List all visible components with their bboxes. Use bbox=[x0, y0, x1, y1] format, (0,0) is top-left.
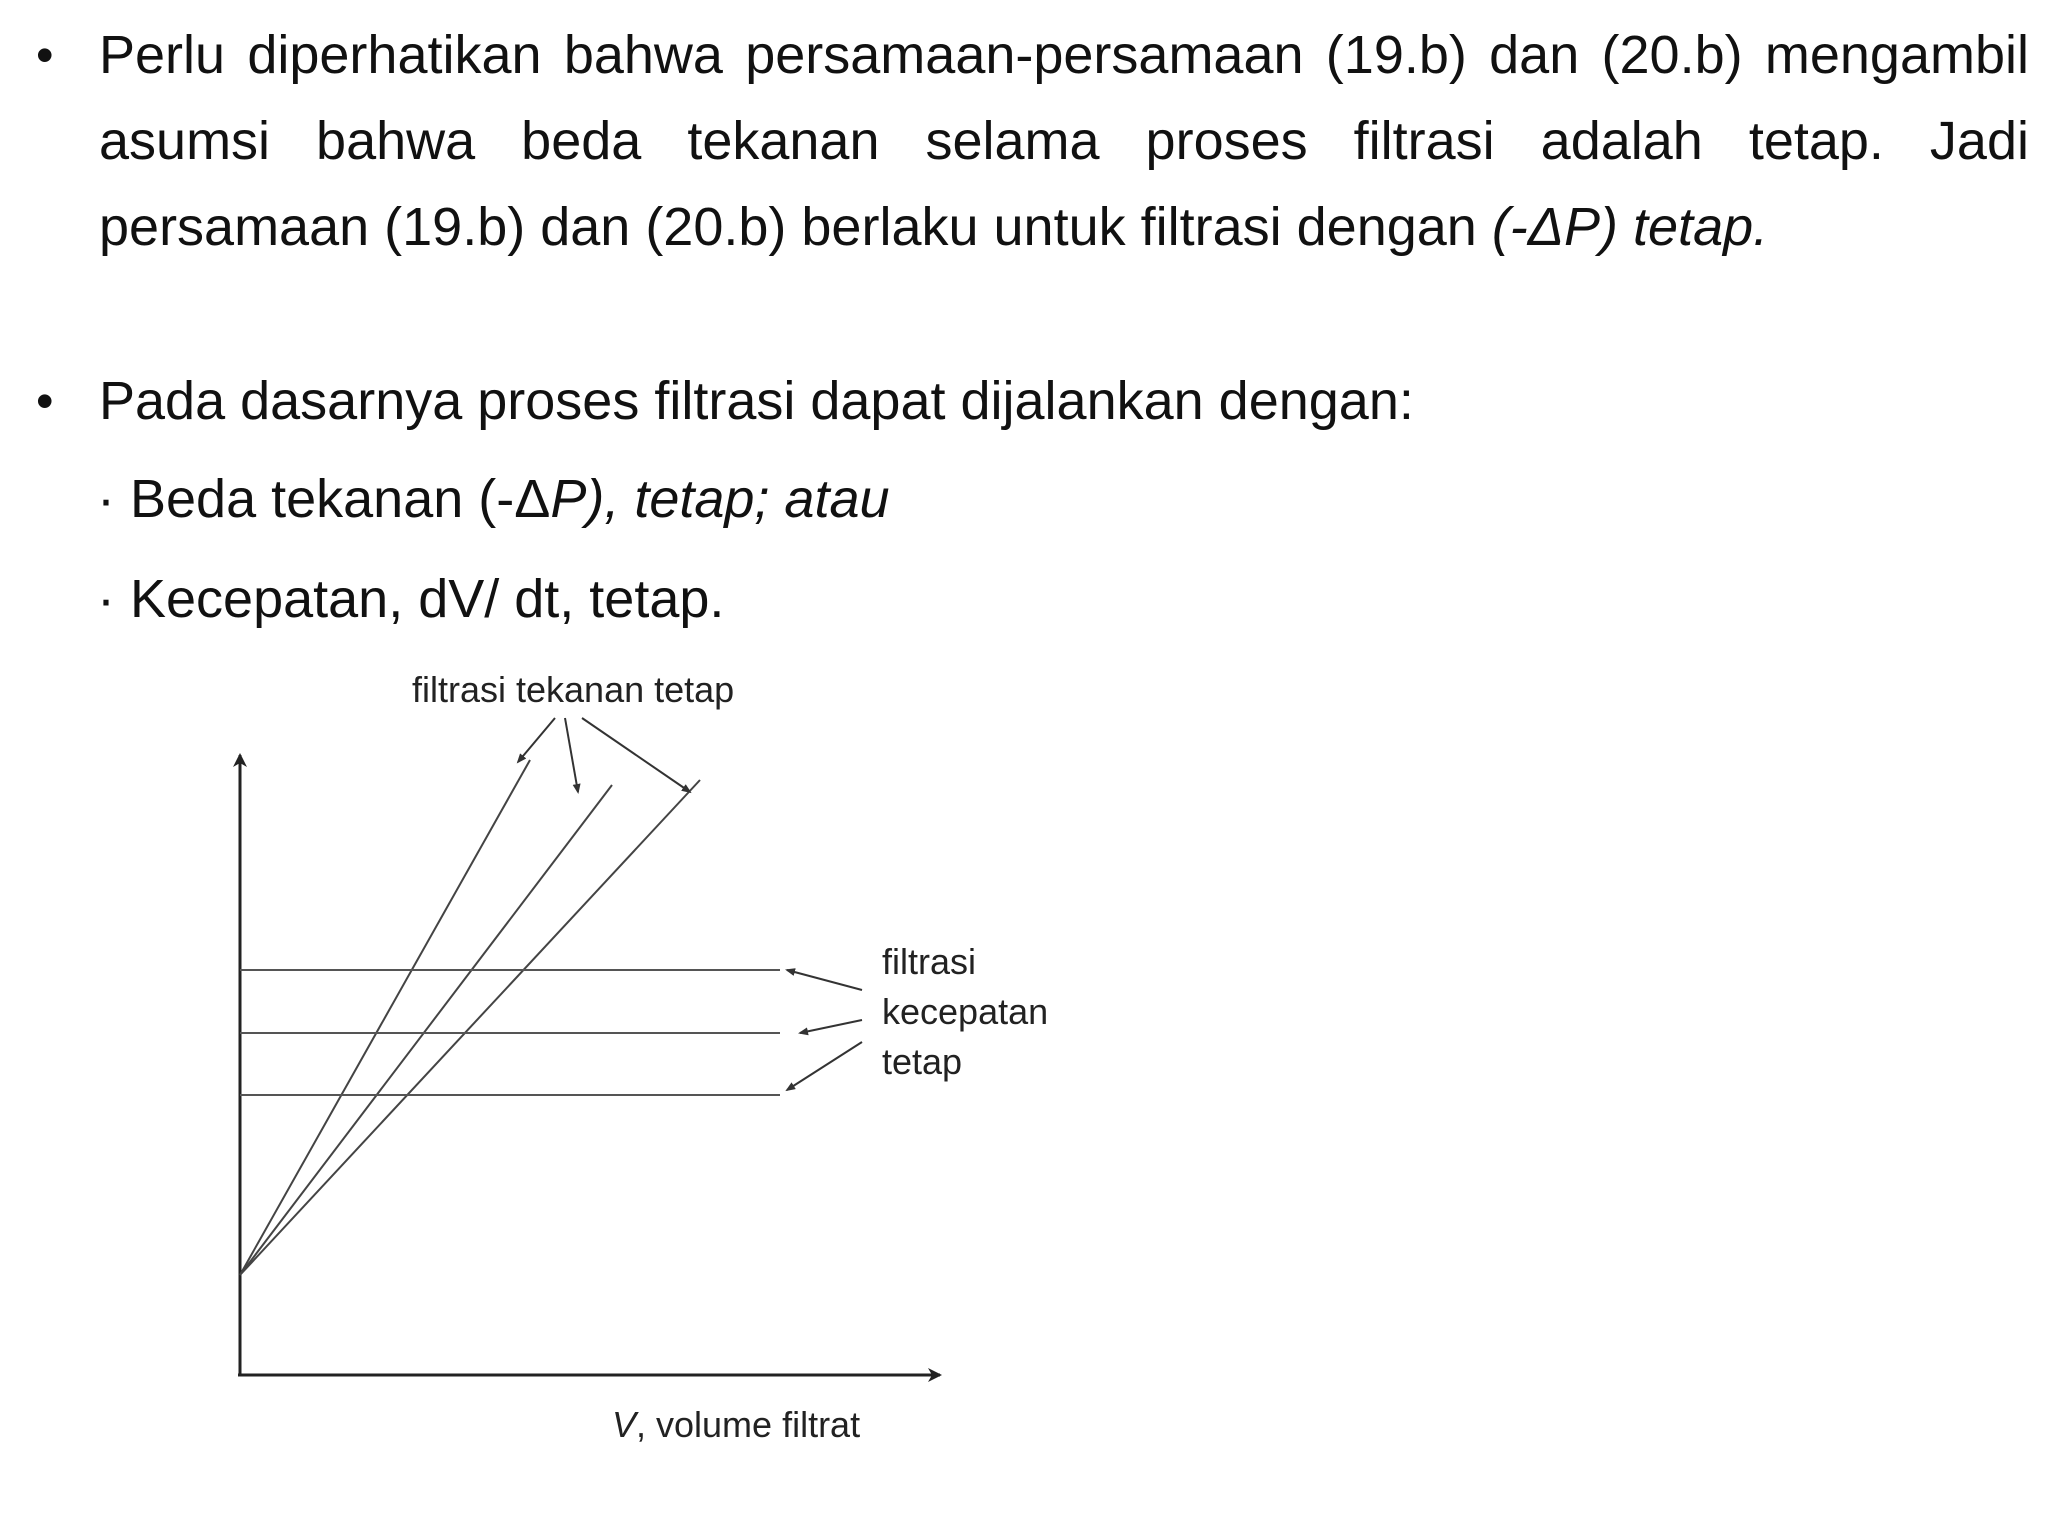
bullet-1-italic-tail: (-ΔP) tetap. bbox=[1491, 197, 1769, 257]
label-constant-pressure: filtrasi tekanan tetap bbox=[412, 669, 735, 710]
pressure-arrow-3 bbox=[582, 718, 690, 792]
constant-pressure-line-3 bbox=[240, 780, 700, 1275]
rate-arrow-3 bbox=[787, 1042, 862, 1090]
rate-arrow-2 bbox=[800, 1020, 862, 1033]
constant-pressure-line-1 bbox=[240, 760, 530, 1275]
sub-item-rate-text: · Kecepatan, dV/ dt, tetap. bbox=[97, 569, 725, 629]
sub-item-pressure-prefix: · Beda tekanan (-Δ bbox=[97, 469, 551, 529]
x-axis-label-italic: V bbox=[612, 1404, 637, 1445]
sub-item-pressure-italic: P), tetap; atau bbox=[550, 469, 890, 529]
label-constant-rate-line-1: filtrasi bbox=[882, 941, 977, 982]
pressure-arrow-2 bbox=[565, 718, 578, 792]
x-axis-label bbox=[612, 1404, 860, 1445]
label-constant-rate-line-2: kecepatan bbox=[882, 991, 1049, 1032]
x-axis-label-rest: , volume filtrat bbox=[636, 1404, 861, 1445]
bullet-dot-icon: • bbox=[36, 373, 54, 429]
bullet-dot-icon: • bbox=[36, 27, 54, 83]
label-constant-rate-line-3: tetap bbox=[882, 1041, 963, 1082]
constant-pressure-line-2 bbox=[240, 785, 612, 1275]
pressure-arrow-1 bbox=[518, 718, 555, 762]
bullet-1-main: Perlu diperhatikan bahwa persamaan-persamaan (19.b) dan (20.b) mengambil asumsi bahwa beda tekanan selama proses filtrasi adalah tetap. Jadi persamaan (19.b) dan (20.b) berlaku untuk filtrasi dengan bbox=[99, 25, 2029, 257]
rate-arrow-1 bbox=[787, 970, 862, 990]
bullet-2-text: Pada dasarnya proses filtrasi dapat dijalankan dengan: bbox=[99, 371, 1414, 431]
